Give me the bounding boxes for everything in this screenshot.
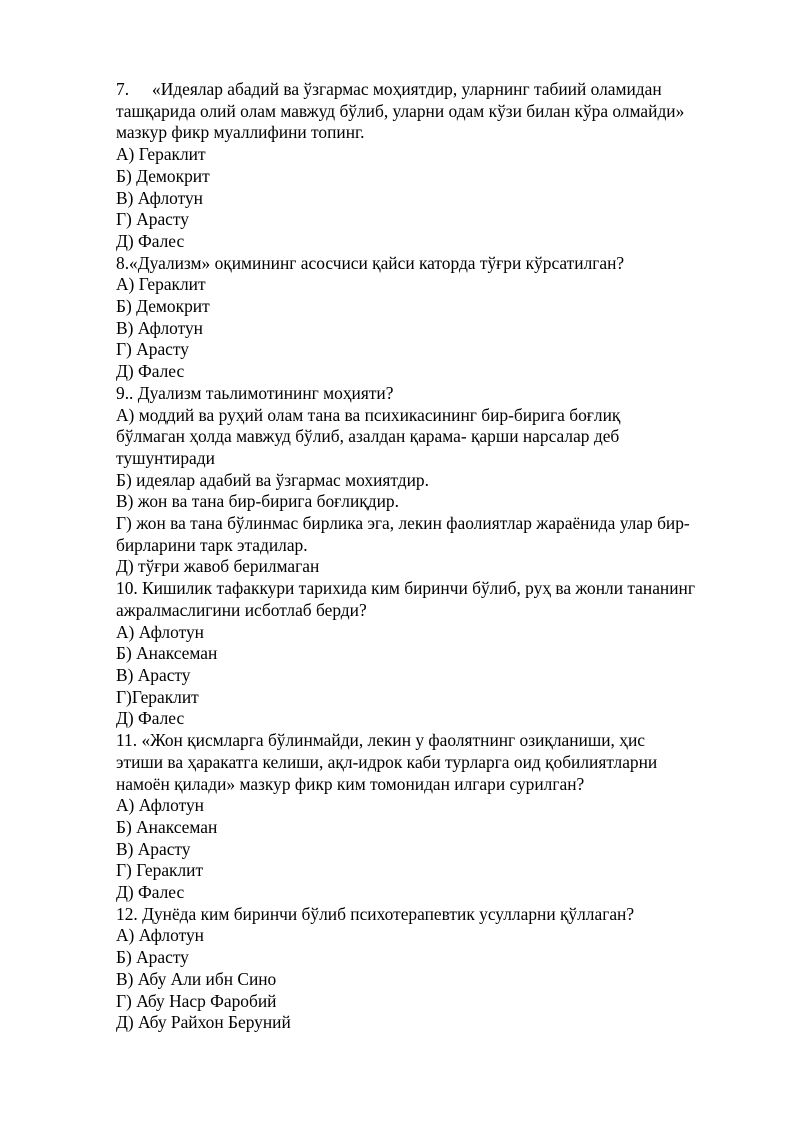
question-text-line: 12. Дунёда ким биринчи бўлиб психотерапевтик усулларни қўллаган?	[116, 903, 635, 924]
answer-option-continuation: бирларини тарк этадилар.	[116, 534, 308, 555]
answer-option: В) Афлотун	[116, 317, 203, 338]
answer-option: Б) Анаксеман	[116, 816, 218, 837]
question-7	[116, 79, 742, 253]
answer-option: Д) Фалес	[116, 708, 185, 729]
answer-option: А) моддий ва руҳий олам тана ва психикасининг бир-бирига боғлиқ	[116, 404, 621, 425]
answer-option: Б) Анаксеман	[116, 643, 218, 664]
answer-option: В) Арасту	[116, 838, 191, 859]
answer-option: А) Афлотун	[116, 925, 204, 946]
question-8	[116, 253, 742, 383]
question-text-line: 11. «Жон қисмларга бўлинмайди, лекин у фаолятнинг озиқланиши, ҳис	[116, 730, 645, 751]
answer-option: Д) тўғри жавоб берилмаган	[116, 556, 320, 577]
answer-option: Г) Гераклит	[116, 860, 204, 881]
answer-option: Д) Фалес	[116, 230, 185, 251]
answer-option: В) Абу Али ибн Сино	[116, 968, 277, 989]
question-12	[116, 904, 742, 1034]
answer-option: Г) Арасту	[116, 339, 189, 360]
answer-option: Г) Абу Наср Фаробий	[116, 990, 277, 1011]
question-10	[116, 578, 742, 730]
answer-option: Б) Арасту	[116, 947, 189, 968]
question-text-line: этиши ва ҳаракатга келиши, ақл-идрок каби турларга оид қобилиятларни	[116, 751, 658, 772]
answer-option: А) Афлотун	[116, 621, 204, 642]
question-text-line: ташқарида олий олам мавжуд бўлиб, уларни одам кўзи билан кўра олмайди»	[116, 100, 685, 121]
question-text-line	[116, 79, 742, 101]
answer-option: В) жон ва тана бир-бирига боғлиқдир.	[116, 491, 399, 512]
answer-option: Г) Арасту	[116, 209, 189, 230]
question-text-line: ажралмаслигини исботлаб берди?	[116, 599, 367, 620]
question-text-line: 10. Кишилик тафаккури тарихида ким биринчи бўлиб, руҳ ва жонли тананинг	[116, 578, 695, 599]
question-text-line: 8.«Дуализм» оқимининг асосчиси қайси каторда тўғри кўрсатилган?	[116, 252, 625, 273]
question-text-line: намоён қилади» мазкур фикр ким томонидан илгари сурилган?	[116, 773, 585, 794]
answer-option: А) Афлотун	[116, 795, 204, 816]
answer-option: Б) Демокрит	[116, 165, 210, 186]
question-9	[116, 383, 742, 578]
question-text-line: мазкур фикр муаллифини топинг.	[116, 122, 365, 143]
document-page	[116, 79, 742, 1034]
answer-option: Д) Фалес	[116, 361, 185, 382]
answer-option: Г)Гераклит	[116, 686, 199, 707]
question-11	[116, 730, 742, 904]
answer-option-continuation: тушунтиради	[116, 447, 215, 468]
answer-option: Д) Фалес	[116, 882, 185, 903]
answer-option: А) Гераклит	[116, 144, 206, 165]
answer-option-continuation: бўлмаган ҳолда мавжуд бўлиб, азалдан қарама- қарши нарсалар деб	[116, 426, 620, 447]
question-number: 7.	[116, 79, 130, 99]
answer-option: В) Афлотун	[116, 187, 203, 208]
question-text-line: 9.. Дуализм таьлимотининг моҳияти?	[116, 382, 394, 403]
answer-option: Д) Абу Райхон Беруний	[116, 1012, 291, 1033]
answer-option: В) Арасту	[116, 664, 191, 685]
answer-option: Б) Демокрит	[116, 296, 210, 317]
answer-option: А) Гераклит	[116, 274, 206, 295]
answer-option: Г) жон ва тана бўлинмас бирлика эга, лекин фаолиятлар жараёнида улар бир-	[116, 513, 690, 534]
answer-option: Б) идеялар адабий ва ўзгармас мохиятдир.	[116, 469, 429, 490]
question-text: «Идеялар абадий ва ўзгармас моҳиятдир, уларнинг табиий оламидан	[152, 79, 662, 99]
